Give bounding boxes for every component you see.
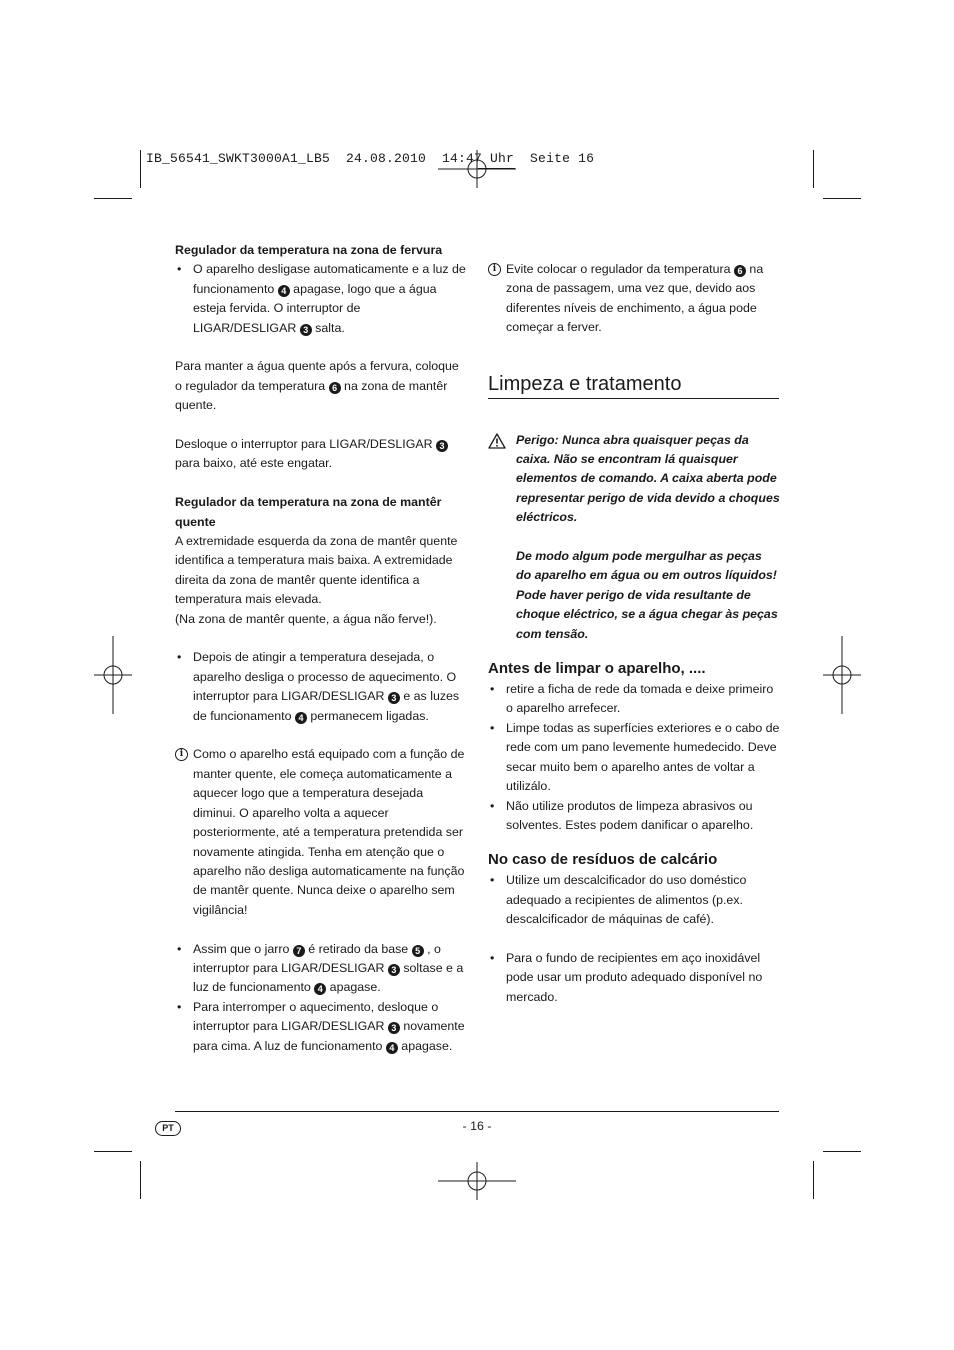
number-badge-4: 4 — [278, 285, 290, 297]
print-header: IB_56541_SWKT3000A1_LB5 24.08.2010 14:47 Uhr Seite 16 — [146, 151, 595, 166]
info-icon: i — [175, 748, 188, 761]
number-badge-4: 4 — [386, 1042, 398, 1054]
list-item: • Não utilize produtos de limpeza abrasivos ou solventes. Estes podem danificar o aparelho. — [488, 797, 780, 836]
registration-mark-bottom — [438, 1162, 516, 1200]
warning-icon — [488, 433, 506, 449]
section-heading: Regulador da temperatura na zona de fervura — [175, 243, 443, 257]
info-icon: i — [488, 263, 501, 276]
paragraph: A extremidade esquerda da zona de mantêr quente identifica a temperatura mais baixa. A extremidade direita da zona de mantêr quente identifica a temperatura mais elevada. — [175, 534, 458, 607]
number-badge-3: 3 — [388, 1022, 400, 1034]
paragraph: Desloque o interruptor para LIGAR/DESLIGAR 3 para baixo, até este engatar. — [175, 435, 467, 474]
language-badge: PT — [155, 1121, 181, 1136]
list-item: • Utilize um descalcificador do uso doméstico adequado a recipientes de alimentos (p.ex. descalcificador de máquinas de café). — [488, 871, 780, 929]
number-badge-6: 6 — [329, 382, 341, 394]
number-badge-3: 3 — [300, 324, 312, 336]
crop-mark — [140, 150, 141, 188]
paragraph: Para manter a água quente após a fervura, coloque o regulador da temperatura 6 na zona de mantêr quente. — [175, 359, 459, 413]
left-column — [175, 241, 467, 1056]
title-underline — [488, 398, 779, 399]
info-note: i Como o aparelho está equipado com a função de manter quente, ele começa automaticamente a aquecer logo que a temperatura desejada diminui. O aparelho volta a aquecer posteriormente, até a temperatura pretendida ser novamente atingida. Tenha em atenção que o aparelho não desliga automaticamente na função de mantêr quente. Nunca deixe o aparelho sem vigilância! — [175, 745, 467, 920]
list-item: • Assim que o jarro 7 é retirado da base 5 , o interruptor para LIGAR/DESLIGAR 3 soltase e a luz de funcionamento 4 apagase. — [175, 940, 467, 998]
list-item: • retire a ficha de rede da tomada e deixe primeiro o aparelho arrefecer. — [488, 680, 780, 719]
crop-mark — [94, 198, 132, 199]
number-badge-6: 6 — [734, 265, 746, 277]
crop-mark — [823, 198, 861, 199]
info-note: i Evite colocar o regulador da temperatura 6 na zona de passagem, uma vez que, devido aos diferentes níveis de enchimento, a água pode começar a ferver. — [488, 260, 780, 338]
registration-mark-right — [823, 636, 861, 714]
number-badge-3: 3 — [436, 440, 448, 452]
right-column — [488, 260, 780, 1007]
list-item: • Para interromper o aquecimento, desloque o interruptor para LIGAR/DESLIGAR 3 novamente para cima. A luz de funcionamento 4 apagase. — [175, 998, 467, 1056]
crop-mark — [94, 1151, 132, 1152]
section-heading: Regulador da temperatura na zona de mantêr quente — [175, 495, 442, 529]
section-title: Limpeza e tratamento — [488, 372, 682, 395]
number-badge-4: 4 — [314, 983, 326, 995]
subsection-heading: Antes de limpar o aparelho, .... — [488, 660, 706, 678]
crop-mark — [823, 1151, 861, 1152]
crop-mark — [813, 1161, 814, 1199]
registration-mark-left — [94, 636, 132, 714]
list-item: • O aparelho desligase automaticamente e a luz de funcionamento 4 apagase, logo que a água esteja fervida. O interruptor de LIGAR/DESLIGAR 3 salta. — [175, 260, 467, 338]
subsection-heading: No caso de resíduos de calcário — [488, 851, 718, 869]
list-item: • Para o fundo de recipientes em aço inoxidável pode usar um produto adequado disponível no mercado. — [488, 949, 780, 1007]
number-badge-7: 7 — [293, 945, 305, 957]
warning-note: Perigo: Nunca abra quaisquer peças da caixa. Não se encontram lá quaisquer elementos de comando. A caixa aberta pode representar perigo de vida devido a choques eléctricos. De modo algum pode mergulhar as peças do aparelho em água ou em outros líquidos! Pode haver perigo de vida resultante de choque eléctrico, se a água chegar às peças com tensão. — [488, 431, 780, 644]
list-item: • Depois de atingir a temperatura desejada, o aparelho desliga o processo de aquecimento. O interruptor para LIGAR/DESLIGAR 3 e as luzes de funcionamento 4 permanecem ligadas. — [175, 648, 467, 726]
number-badge-3: 3 — [388, 692, 400, 704]
crop-mark — [140, 1161, 141, 1199]
number-badge-4: 4 — [295, 712, 307, 724]
number-badge-5: 5 — [412, 945, 424, 957]
paragraph: (Na zona de mantêr quente, a água não ferve!). — [175, 611, 437, 626]
footer-rule — [175, 1111, 779, 1112]
number-badge-3: 3 — [388, 964, 400, 976]
crop-mark — [813, 150, 814, 188]
header-underline — [478, 168, 515, 169]
page-number: - 16 - — [462, 1119, 492, 1133]
list-item: • Limpe todas as superfícies exteriores e o cabo de rede com um pano levemente humedecido. Deve secar muito bem o aparelho antes de voltar a utilizálo. — [488, 719, 780, 797]
